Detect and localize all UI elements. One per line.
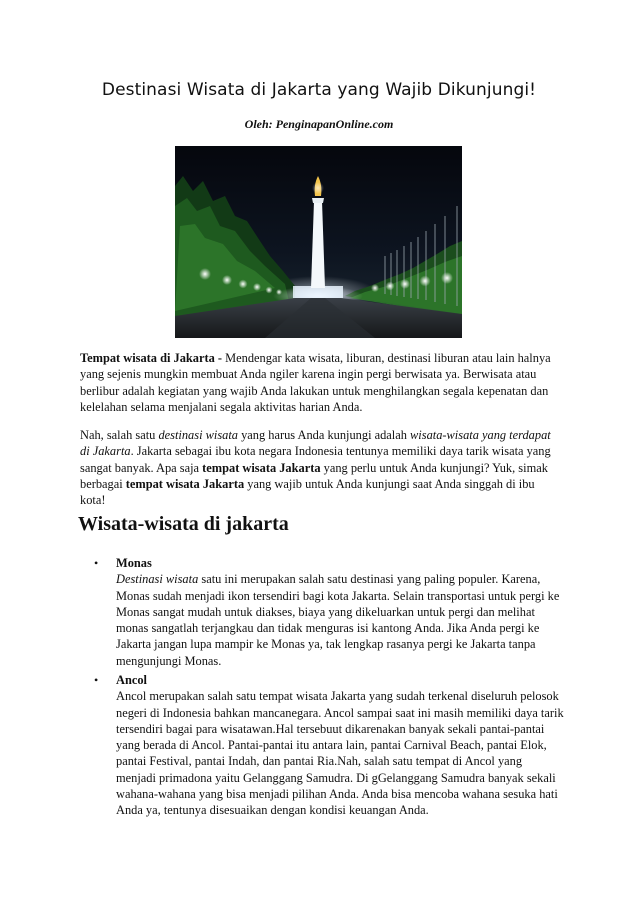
para2-bold-1: tempat wisata Jakarta bbox=[202, 460, 321, 475]
intro-lead-bold: Tempat wisata di Jakarta - bbox=[80, 351, 223, 365]
item-lead-italic: Destinasi wisata bbox=[116, 572, 199, 587]
byline: Oleh: PenginapanOnline.com bbox=[244, 117, 394, 131]
item-name: Ancol bbox=[116, 673, 147, 687]
para2-text-1: Nah, salah satu bbox=[80, 428, 159, 442]
bullet-icon: • bbox=[94, 556, 99, 570]
second-paragraph bbox=[80, 427, 563, 508]
para2-text-2: yang harus Anda kunjungi adalah bbox=[237, 428, 411, 442]
intro-lead-text: Mendengar kata wisata, liburan, destinasi liburan atau lain halnya yang sejenis mungkin membuat Anda ngiler karena ingin pergi berwisata ya. Berwisata atau berlibur adalah kegiatan yang wajib Anda lakukan untuk menghilangkan segala kepenatan dan kelelahan selama menjalani segala aktivitas harian Anda. bbox=[80, 351, 551, 414]
list-item-content bbox=[116, 672, 564, 819]
item-description: satu ini merupakan salah satu destinasi yang paling populer. Karena, Monas sudah menjadi ikon tersendiri bagi kota Jakarta. Selain transportasi untuk pergi ke Monas sangat mudah untuk diakses, biaya yang dikeluarkan untuk pergi dan melihat monas sangatlah terjangkau dan tidak menguras isi kantong Anda. Jika Anda pergi ke Jakarta jangan lupa mampir ke Monas ya, tak lengkap rasanya pergi ke Jakarta tanpa mengunjungi Monas. bbox=[116, 572, 560, 668]
monas-night-photo bbox=[175, 146, 462, 338]
para2-text-3: . Jakarta sebagai ibu kota negara Indonesia tentunya memiliki daya tarik wisata yang sangat banyak. Apa saja bbox=[80, 444, 551, 475]
para2-bold-2: tempat wisata Jakarta bbox=[125, 476, 245, 491]
para2-text-5: yang wajib untuk Anda kunjungi saat Anda singgah di ibu kota! bbox=[80, 476, 535, 508]
item-name: Monas bbox=[116, 556, 152, 570]
para2-text-4: yang perlu untuk Anda kunjungi? Yuk, simak berbagai bbox=[80, 460, 548, 491]
intro-paragraph bbox=[80, 350, 563, 415]
document-title: Destinasi Wisata di Jakarta yang Wajib Dikunjungi! bbox=[101, 80, 537, 100]
para2-italic-1: destinasi wisata bbox=[158, 428, 238, 442]
section-heading: Wisata-wisata di jakarta bbox=[78, 513, 289, 535]
item-description: Ancol merupakan salah satu tempat wisata Jakarta yang sudah terkenal diseluruh pelosok negeri di Indonesia bahkan mancanegara. Ancol sampai saat ini masih memiliki daya tarik tersendiri bagai para wisatawan.Hal tersebuut dikarenakan banyak sekali pantai-pantai yang berada di Ancol. Pantai-pantai itu antara lain, pantai Carnival Beach, pantai Elok, pantai Festival, pantai Indah, dan pantai Ria.Nah, salah satu tempat di Ancol yang menjadi primadona yaitu Gelanggang Samudra. Di gGelanggang Samudra banyak sekali wahana-wahana yang bisa menjadi pilihan Anda. Anda bisa mencoba wahana sesuka hati Anda ya, tentunya disesuaikan dengan kondisi keuangan Anda. bbox=[116, 689, 564, 818]
list-item-content bbox=[116, 555, 564, 669]
bullet-icon: • bbox=[94, 673, 99, 687]
para2-italic-2: wisata-wisata yang terdapat di Jakarta bbox=[80, 428, 551, 459]
